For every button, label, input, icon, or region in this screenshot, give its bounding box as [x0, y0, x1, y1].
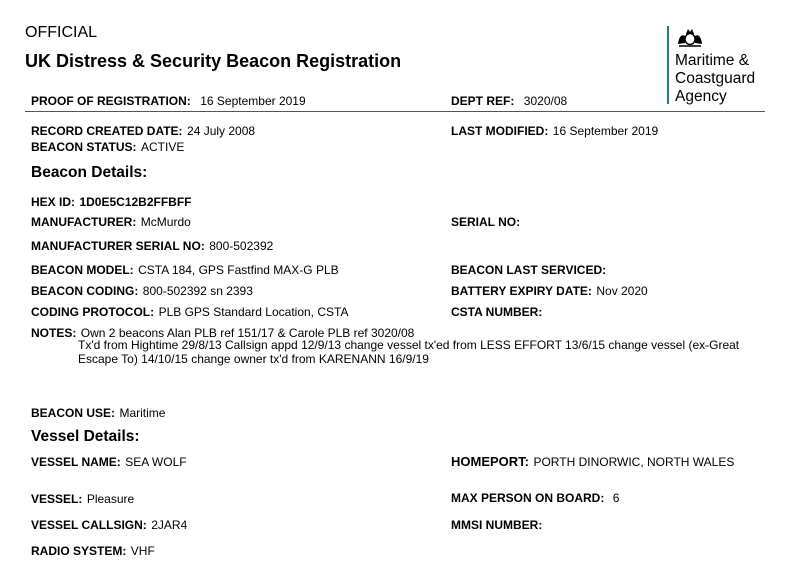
- homeport: [451, 453, 734, 471]
- vessel-details-heading: Vessel Details:: [31, 428, 140, 445]
- manufacturer-serial-label: MANUFACTURER SERIAL NO:: [31, 239, 205, 253]
- beacon-coding: [31, 282, 253, 300]
- csta-number: [451, 303, 542, 321]
- manufacturer-value: McMurdo: [140, 215, 191, 229]
- proof-label: PROOF OF REGISTRATION:: [31, 94, 191, 108]
- beacon-model-label: BEACON MODEL:: [31, 263, 134, 277]
- notes-first-line: Own 2 beacons Alan PLB ref 151/17 & Carole PLB ref 3020/08: [80, 326, 415, 340]
- beacon-coding-label: BEACON CODING:: [31, 284, 139, 298]
- manufacturer: [31, 213, 191, 231]
- homeport-label: HOMEPORT:: [451, 454, 529, 469]
- vessel-name-label: VESSEL NAME:: [31, 455, 121, 469]
- beacon-status-label: BEACON STATUS:: [31, 140, 137, 154]
- header-rule: [25, 111, 765, 112]
- vessel-name: [31, 453, 187, 471]
- battery-expiry-value: Nov 2020: [596, 284, 648, 298]
- radio-system: [31, 542, 155, 560]
- manufacturer-label: MANUFACTURER:: [31, 215, 137, 229]
- hex-id: [31, 193, 192, 211]
- serial-no-label: SERIAL NO:: [451, 215, 521, 229]
- battery-expiry-label: BATTERY EXPIRY DATE:: [451, 284, 592, 298]
- vessel-type: [31, 490, 134, 508]
- dept-ref-value: 3020/08: [523, 94, 568, 108]
- agency-name: [675, 52, 755, 106]
- manufacturer-serial-no: [31, 237, 273, 255]
- beacon-model: [31, 261, 339, 279]
- royal-crest-icon: [675, 26, 705, 48]
- last-modified-label: LAST MODIFIED:: [451, 124, 549, 138]
- beacon-coding-value: 800-502392 sn 2393: [142, 284, 253, 298]
- beacon-model-value: CSTA 184, GPS Fastfind MAX-G PLB: [138, 263, 339, 277]
- beacon-last-serviced: [451, 261, 606, 279]
- document-title: UK Distress & Security Beacon Registration: [25, 51, 402, 71]
- beacon-use-value: Maritime: [119, 406, 166, 420]
- coding-protocol-value: PLB GPS Standard Location, CSTA: [158, 305, 349, 319]
- agency-line-1: Maritime &: [675, 52, 750, 69]
- manufacturer-serial-value: 800-502392: [209, 239, 274, 253]
- agency-divider: [667, 26, 669, 104]
- max-person-value: 6: [612, 491, 620, 505]
- radio-system-value: VHF: [130, 544, 155, 558]
- vessel-callsign-label: VESSEL CALLSIGN:: [31, 518, 147, 532]
- vessel-type-label: VESSEL:: [31, 492, 83, 506]
- coding-protocol: [31, 303, 348, 321]
- agency-line-3: Agency: [675, 88, 727, 105]
- record-created-value: 24 July 2008: [187, 124, 256, 138]
- dept-ref: [451, 92, 567, 110]
- vessel-callsign: [31, 516, 187, 534]
- homeport-value: PORTH DINORWIC, NORTH WALES: [533, 455, 735, 469]
- battery-expiry: [451, 282, 648, 300]
- proof-value: 16 September 2019: [200, 94, 306, 108]
- agency-line-2: Coastguard: [675, 70, 756, 87]
- last-modified: [451, 122, 658, 140]
- vessel-name-value: SEA WOLF: [125, 455, 187, 469]
- beacon-details-heading: Beacon Details:: [31, 164, 148, 181]
- mmsi-number: [451, 516, 542, 534]
- notes-body: Tx'd from Hightime 29/8/13 Callsign appd 12/9/13 change vessel tx'ed from LESS EFFORT 13/6/15 change vessel (ex-Great Escape To) 14/10/15 change owner tx'd from KARENANN 16/9/19: [78, 338, 740, 366]
- vessel-type-value: Pleasure: [86, 492, 135, 506]
- record-created-label: RECORD CREATED DATE:: [31, 124, 183, 138]
- beacon-use: [31, 404, 165, 422]
- last-serviced-label: BEACON LAST SERVICED:: [451, 263, 607, 277]
- max-person-on-board: [451, 489, 619, 507]
- beacon-status-value: ACTIVE: [141, 140, 185, 154]
- vessel-callsign-value: 2JAR4: [151, 518, 188, 532]
- last-modified-value: 16 September 2019: [552, 124, 659, 138]
- coding-protocol-label: CODING PROTOCOL:: [31, 305, 155, 319]
- radio-system-label: RADIO SYSTEM:: [31, 544, 127, 558]
- mmsi-number-label: MMSI NUMBER:: [451, 518, 543, 532]
- csta-number-label: CSTA NUMBER:: [451, 305, 543, 319]
- beacon-use-label: BEACON USE:: [31, 406, 116, 420]
- hex-id-value: 1D0E5C12B2FFBFF: [79, 195, 192, 209]
- hex-id-label: HEX ID:: [31, 195, 76, 209]
- max-person-label: MAX PERSON ON BOARD:: [451, 491, 605, 505]
- proof-of-registration: [31, 92, 306, 110]
- dept-ref-label: DEPT REF:: [451, 94, 515, 108]
- serial-no: [451, 213, 520, 231]
- beacon-status: [31, 138, 184, 156]
- classification-marking: OFFICIAL: [25, 24, 98, 41]
- notes-label: NOTES:: [31, 326, 77, 340]
